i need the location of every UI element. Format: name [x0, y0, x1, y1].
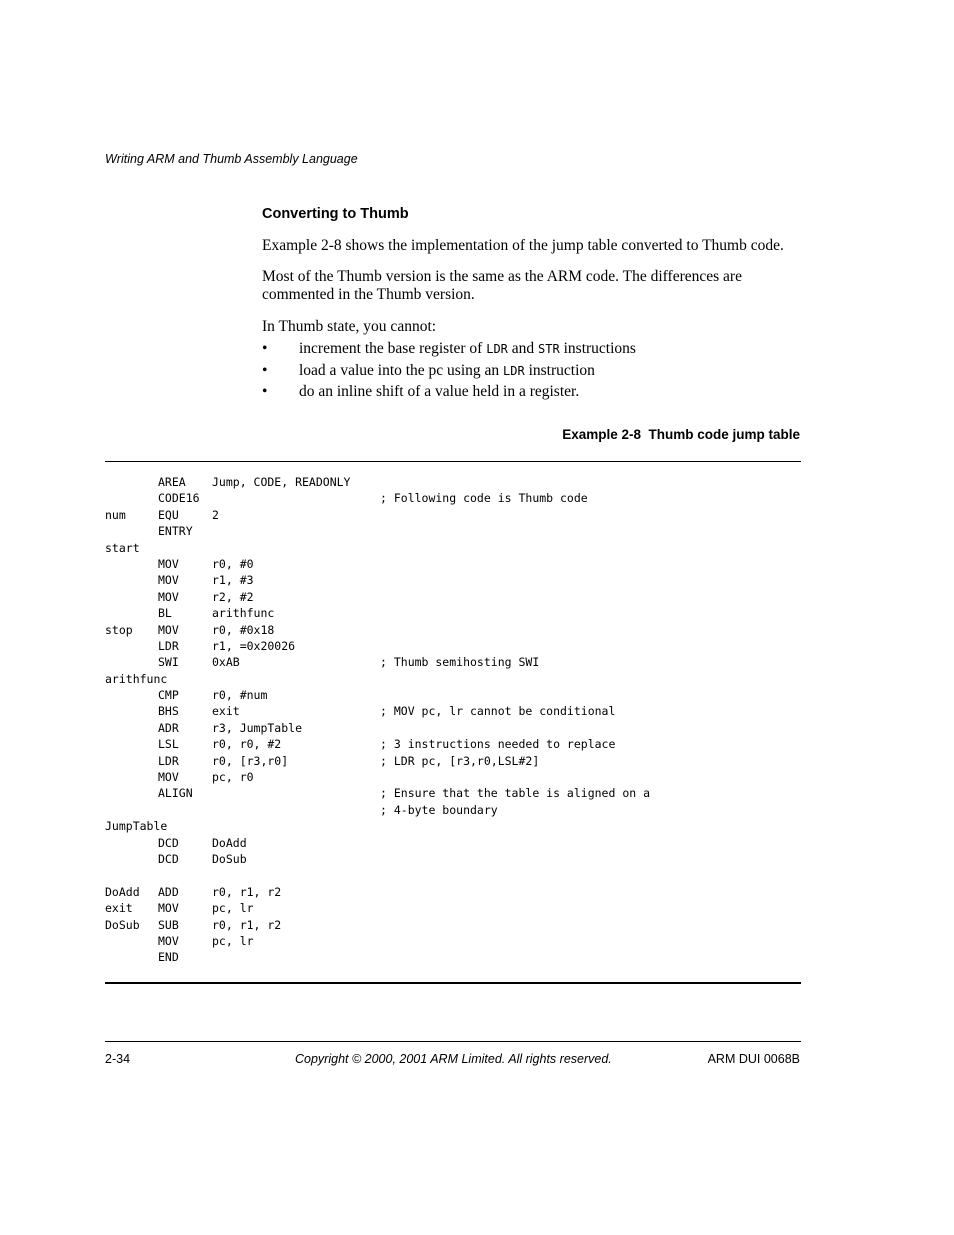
inline-code: LDR	[503, 363, 525, 378]
code-operands: 0xAB	[212, 655, 240, 670]
code-comment: ; Thumb semihosting SWI	[380, 655, 540, 670]
code-operands: pc, lr	[212, 933, 254, 948]
code-operands: r2, #2	[212, 589, 254, 604]
differences-paragraph: Most of the Thumb version is the same as the ARM code. The differences are commented in the Thumb version.	[262, 268, 742, 303]
code-opcode: DCD	[158, 835, 179, 850]
code-comment: ; 4-byte boundary	[380, 802, 498, 817]
code-opcode: CODE16	[158, 491, 200, 506]
code-label: start	[105, 540, 140, 555]
code-operands: r3, JumpTable	[212, 720, 303, 735]
copyright-notice: Copyright © 2000, 2001 ARM Limited. All rights reserved.	[295, 1052, 612, 1066]
limitations-list	[262, 340, 636, 405]
footer-rule	[105, 1041, 801, 1042]
intro-paragraph: Example 2-8 shows the implementation of the jump table converted to Thumb code.	[262, 237, 784, 254]
code-opcode: CMP	[158, 688, 179, 703]
code-opcode: MOV	[158, 573, 179, 588]
code-opcode: MOV	[158, 770, 179, 785]
code-operands: r0, r1, r2	[212, 884, 282, 899]
section-heading: Converting to Thumb	[262, 206, 409, 222]
code-opcode: MOV	[158, 933, 179, 948]
code-opcode: ENTRY	[158, 524, 193, 539]
code-operands: DoSub	[212, 851, 247, 866]
example-caption: Example 2-8 Thumb code jump table	[562, 427, 800, 442]
code-opcode: DCD	[158, 851, 179, 866]
bullet-glyph: •	[262, 383, 268, 400]
code-comment: ; MOV pc, lr cannot be conditional	[380, 704, 616, 719]
code-top-rule	[105, 461, 801, 462]
code-label: arithfunc	[105, 671, 168, 686]
code-opcode: MOV	[158, 901, 179, 916]
code-operands: r1, #3	[212, 573, 254, 588]
code-opcode: ADD	[158, 884, 179, 899]
code-opcode: BHS	[158, 704, 179, 719]
code-opcode: LSL	[158, 737, 179, 752]
code-label: DoAdd	[105, 884, 140, 899]
code-label: stop	[105, 622, 133, 637]
document-id: ARM DUI 0068B	[707, 1052, 800, 1066]
code-operands: r1, =0x20026	[212, 638, 296, 653]
bullet-glyph: •	[262, 340, 268, 357]
code-opcode: MOV	[158, 589, 179, 604]
code-label: exit	[105, 901, 133, 916]
code-opcode: EQU	[158, 507, 179, 522]
code-opcode: BL	[158, 606, 172, 621]
limitations-paragraph: In Thumb state, you cannot:	[262, 318, 437, 335]
code-operands: r0, r0, #2	[212, 737, 282, 752]
list-item: • load a value into the pc using an LDR instruction	[262, 361, 595, 379]
code-comment: ; LDR pc, [r3,r0,LSL#2]	[380, 753, 540, 768]
list-item: • do an inline shift of a value held in a register.	[262, 383, 580, 400]
code-operands: r0, #num	[212, 688, 268, 703]
code-opcode: ALIGN	[158, 786, 193, 801]
code-opcode: LDR	[158, 753, 179, 768]
code-opcode: MOV	[158, 622, 179, 637]
code-operands: r0, #0	[212, 556, 254, 571]
code-opcode: END	[158, 950, 179, 965]
code-opcode: MOV	[158, 556, 179, 571]
inline-code: STR	[538, 342, 560, 356]
code-operands: 2	[212, 507, 219, 522]
code-operands: DoAdd	[212, 835, 247, 850]
code-opcode: SWI	[158, 655, 179, 670]
code-comment: ; Following code is Thumb code	[380, 491, 588, 506]
code-bottom-rule	[105, 982, 801, 984]
code-opcode: AREA	[158, 475, 186, 489]
code-operands: pc, r0	[212, 770, 254, 785]
running-header: Writing ARM and Thumb Assembly Language	[105, 152, 358, 166]
code-label: DoSub	[105, 917, 140, 932]
code-comment: ; Ensure that the table is aligned on a	[380, 786, 651, 801]
code-operands: arithfunc	[212, 606, 275, 621]
code-operands: r0, #0x18	[212, 622, 275, 637]
code-operands: Jump, CODE, READONLY	[212, 475, 351, 489]
page-number: 2-34	[105, 1052, 131, 1066]
code-opcode: LDR	[158, 638, 179, 653]
code-operands: r0, r1, r2	[212, 917, 282, 932]
code-label: JumpTable	[105, 819, 168, 834]
code-operands: exit	[212, 704, 240, 719]
code-opcode: ADR	[158, 720, 179, 735]
code-operands: r0, [r3,r0]	[212, 753, 289, 768]
code-label: num	[105, 507, 126, 522]
code-comment: ; 3 instructions needed to replace	[380, 737, 616, 752]
bullet-glyph: •	[262, 361, 268, 379]
code-operands: pc, lr	[212, 901, 254, 916]
code-opcode: SUB	[158, 917, 179, 932]
list-item: • increment the base register of LDR and STR instructions	[262, 340, 636, 357]
inline-code: LDR	[486, 342, 508, 356]
